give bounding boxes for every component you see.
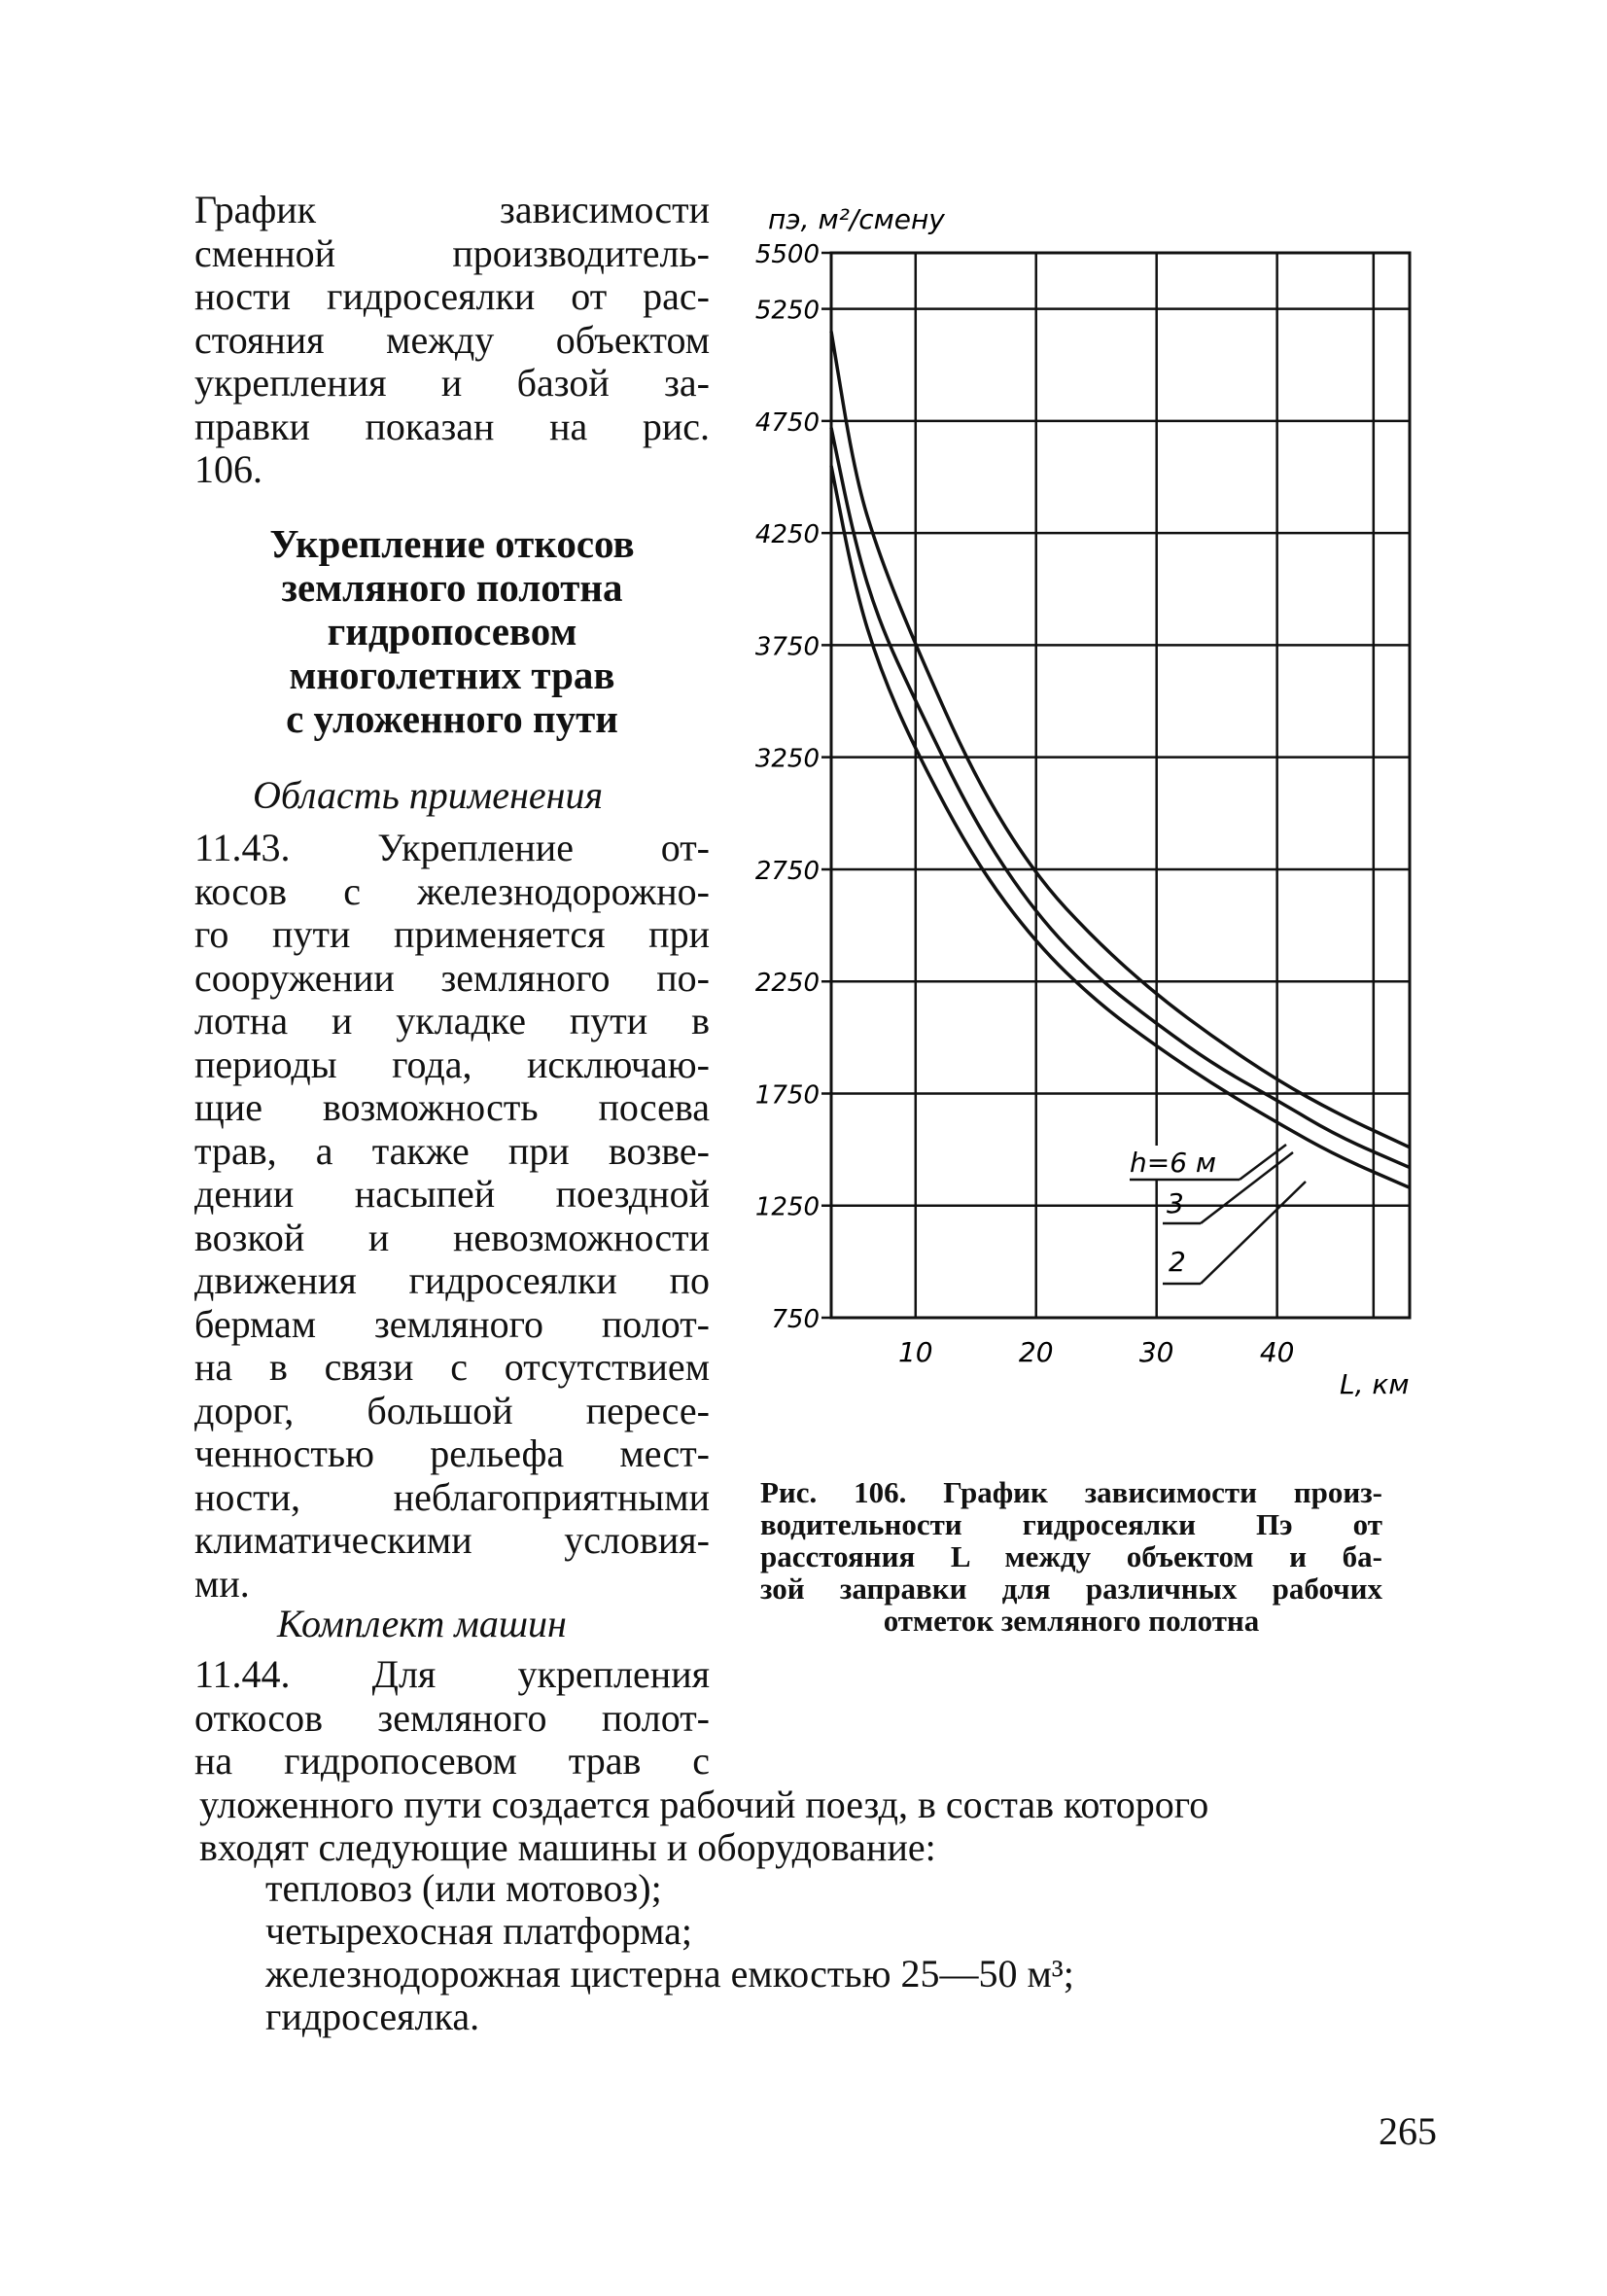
plot-frame [831,253,1410,1318]
text-line: 106. [194,447,262,491]
text-line: укрепления и базой за- [194,361,710,405]
text-line: гидросеялка. [265,1995,480,2038]
text-line: движения гидросеялки по [194,1258,710,1302]
subsection-machines-title: Комплект машин [277,1602,567,1645]
x-tick-label: 40 [1259,1336,1295,1368]
chart [739,190,1439,1415]
y-tick-label: 750 [771,1305,820,1334]
text-line: График зависимости [194,188,710,231]
text-line: косов с железнодорожно- [194,868,710,913]
series-line-2 [831,332,1410,1148]
text-line: зой заправки для различных рабочих [760,1572,1382,1606]
y-tick-label: 3750 [754,632,820,662]
text-line: сменной производитель- [194,230,710,275]
text-line: климатическими условия- [194,1518,710,1562]
subsection-scope-title: Область применения [253,773,604,817]
series-label-2-leader [1201,1182,1306,1284]
series-label-3: 3 [1167,1187,1184,1219]
chart-x-ticks [898,1336,1295,1368]
text-line: на гидропосевом трав с [194,1739,710,1783]
text-line: расстояния L между объектом и ба- [760,1539,1382,1573]
text-line: ности, неблагоприятными [194,1474,710,1519]
chart-ylabel: пэ, м²/смену [768,203,945,235]
page-number: 265 [1379,2109,1437,2153]
y-tick-label: 5250 [754,296,820,326]
text-line: го пути применяется при [194,912,710,956]
series-line-1 [831,428,1410,1168]
text-line: Рис. 106. График зависимости произ- [760,1475,1382,1509]
text-line: многолетних трав [289,653,615,697]
text-line: стояния между объектом [194,317,710,362]
text-line: сооружении земляного по- [194,955,710,1000]
text-line: гидропосевом [327,609,577,653]
text-line: щие возможность посева [194,1085,710,1129]
text-line: дении насыпей поездной [194,1172,710,1216]
paragraph-11-44-narrow [194,1653,710,1784]
paragraph-11-44-full [199,1784,1208,1869]
series-label-h6: h=6 м [1130,1147,1217,1179]
x-tick-label: 10 [897,1336,933,1368]
chart-xlabel: L, км [1340,1368,1410,1400]
text-line: на в связи с отсутствием [194,1345,710,1389]
text-line: дорог, большой пересе- [194,1388,710,1432]
y-tick-label: 1750 [754,1080,820,1111]
chart-y-ticks [755,240,820,1334]
text-line: правки показан на рис. [194,404,710,448]
text-line: тепловоз (или мотовоз); [265,1866,662,1910]
text-line: водительности гидросеялки Пэ от [760,1507,1382,1541]
text-line: периоды года, исключаю- [194,1042,710,1086]
text-line: отметок земляного полотна [883,1604,1260,1638]
series-label-2: 2 [1169,1246,1186,1278]
text-line: земляного полотна [281,565,623,610]
text-line: четырехосная платформа; [265,1909,693,1953]
text-line: ности гидросеялки от рас- [194,274,710,318]
y-tick-label: 3250 [754,744,820,774]
text-line: 11.43. Укрепление от- [194,826,710,869]
text-line: входят следующие машины и оборудование: [199,1825,936,1869]
series-line-0 [831,466,1410,1187]
text-line: возкой и невозможности [194,1215,710,1259]
chart-annotations [1126,1145,1306,1284]
chart-series [831,332,1410,1188]
y-tick-label: 5500 [754,240,820,269]
equipment-list [265,1867,1074,2038]
paragraph-11-43 [194,827,710,1606]
text-line: уложенного пути создается рабочий поезд, в состав которого [199,1783,1209,1826]
text-line: с уложенного пути [286,696,618,741]
text-line: ми. [194,1561,250,1606]
text-line: лотна и укладке пути в [194,999,710,1042]
text-line: ченностью рельефа мест- [194,1431,710,1475]
y-tick-label: 1250 [754,1192,820,1222]
x-tick-label: 20 [1018,1336,1054,1368]
y-tick-label: 4250 [754,520,820,550]
y-tick-label: 2750 [754,856,820,886]
text-line: откосов земляного полот- [194,1695,710,1740]
text-line: железнодорожная цистерна емкостью 25—50 м³; [265,1952,1074,1996]
y-tick-label: 4750 [754,407,820,438]
text-line: трав, а также при возве- [194,1128,710,1173]
section-heading [194,522,710,741]
chart-grid [821,253,1410,1318]
figure-caption [760,1476,1382,1637]
text-line: бермам земляного полот- [194,1301,710,1346]
y-tick-label: 2250 [754,969,820,999]
x-tick-label: 30 [1138,1336,1174,1368]
text-line: 11.44. Для укрепления [194,1652,710,1696]
text-line: Укрепление откосов [269,521,635,566]
intro-paragraph [194,189,710,492]
